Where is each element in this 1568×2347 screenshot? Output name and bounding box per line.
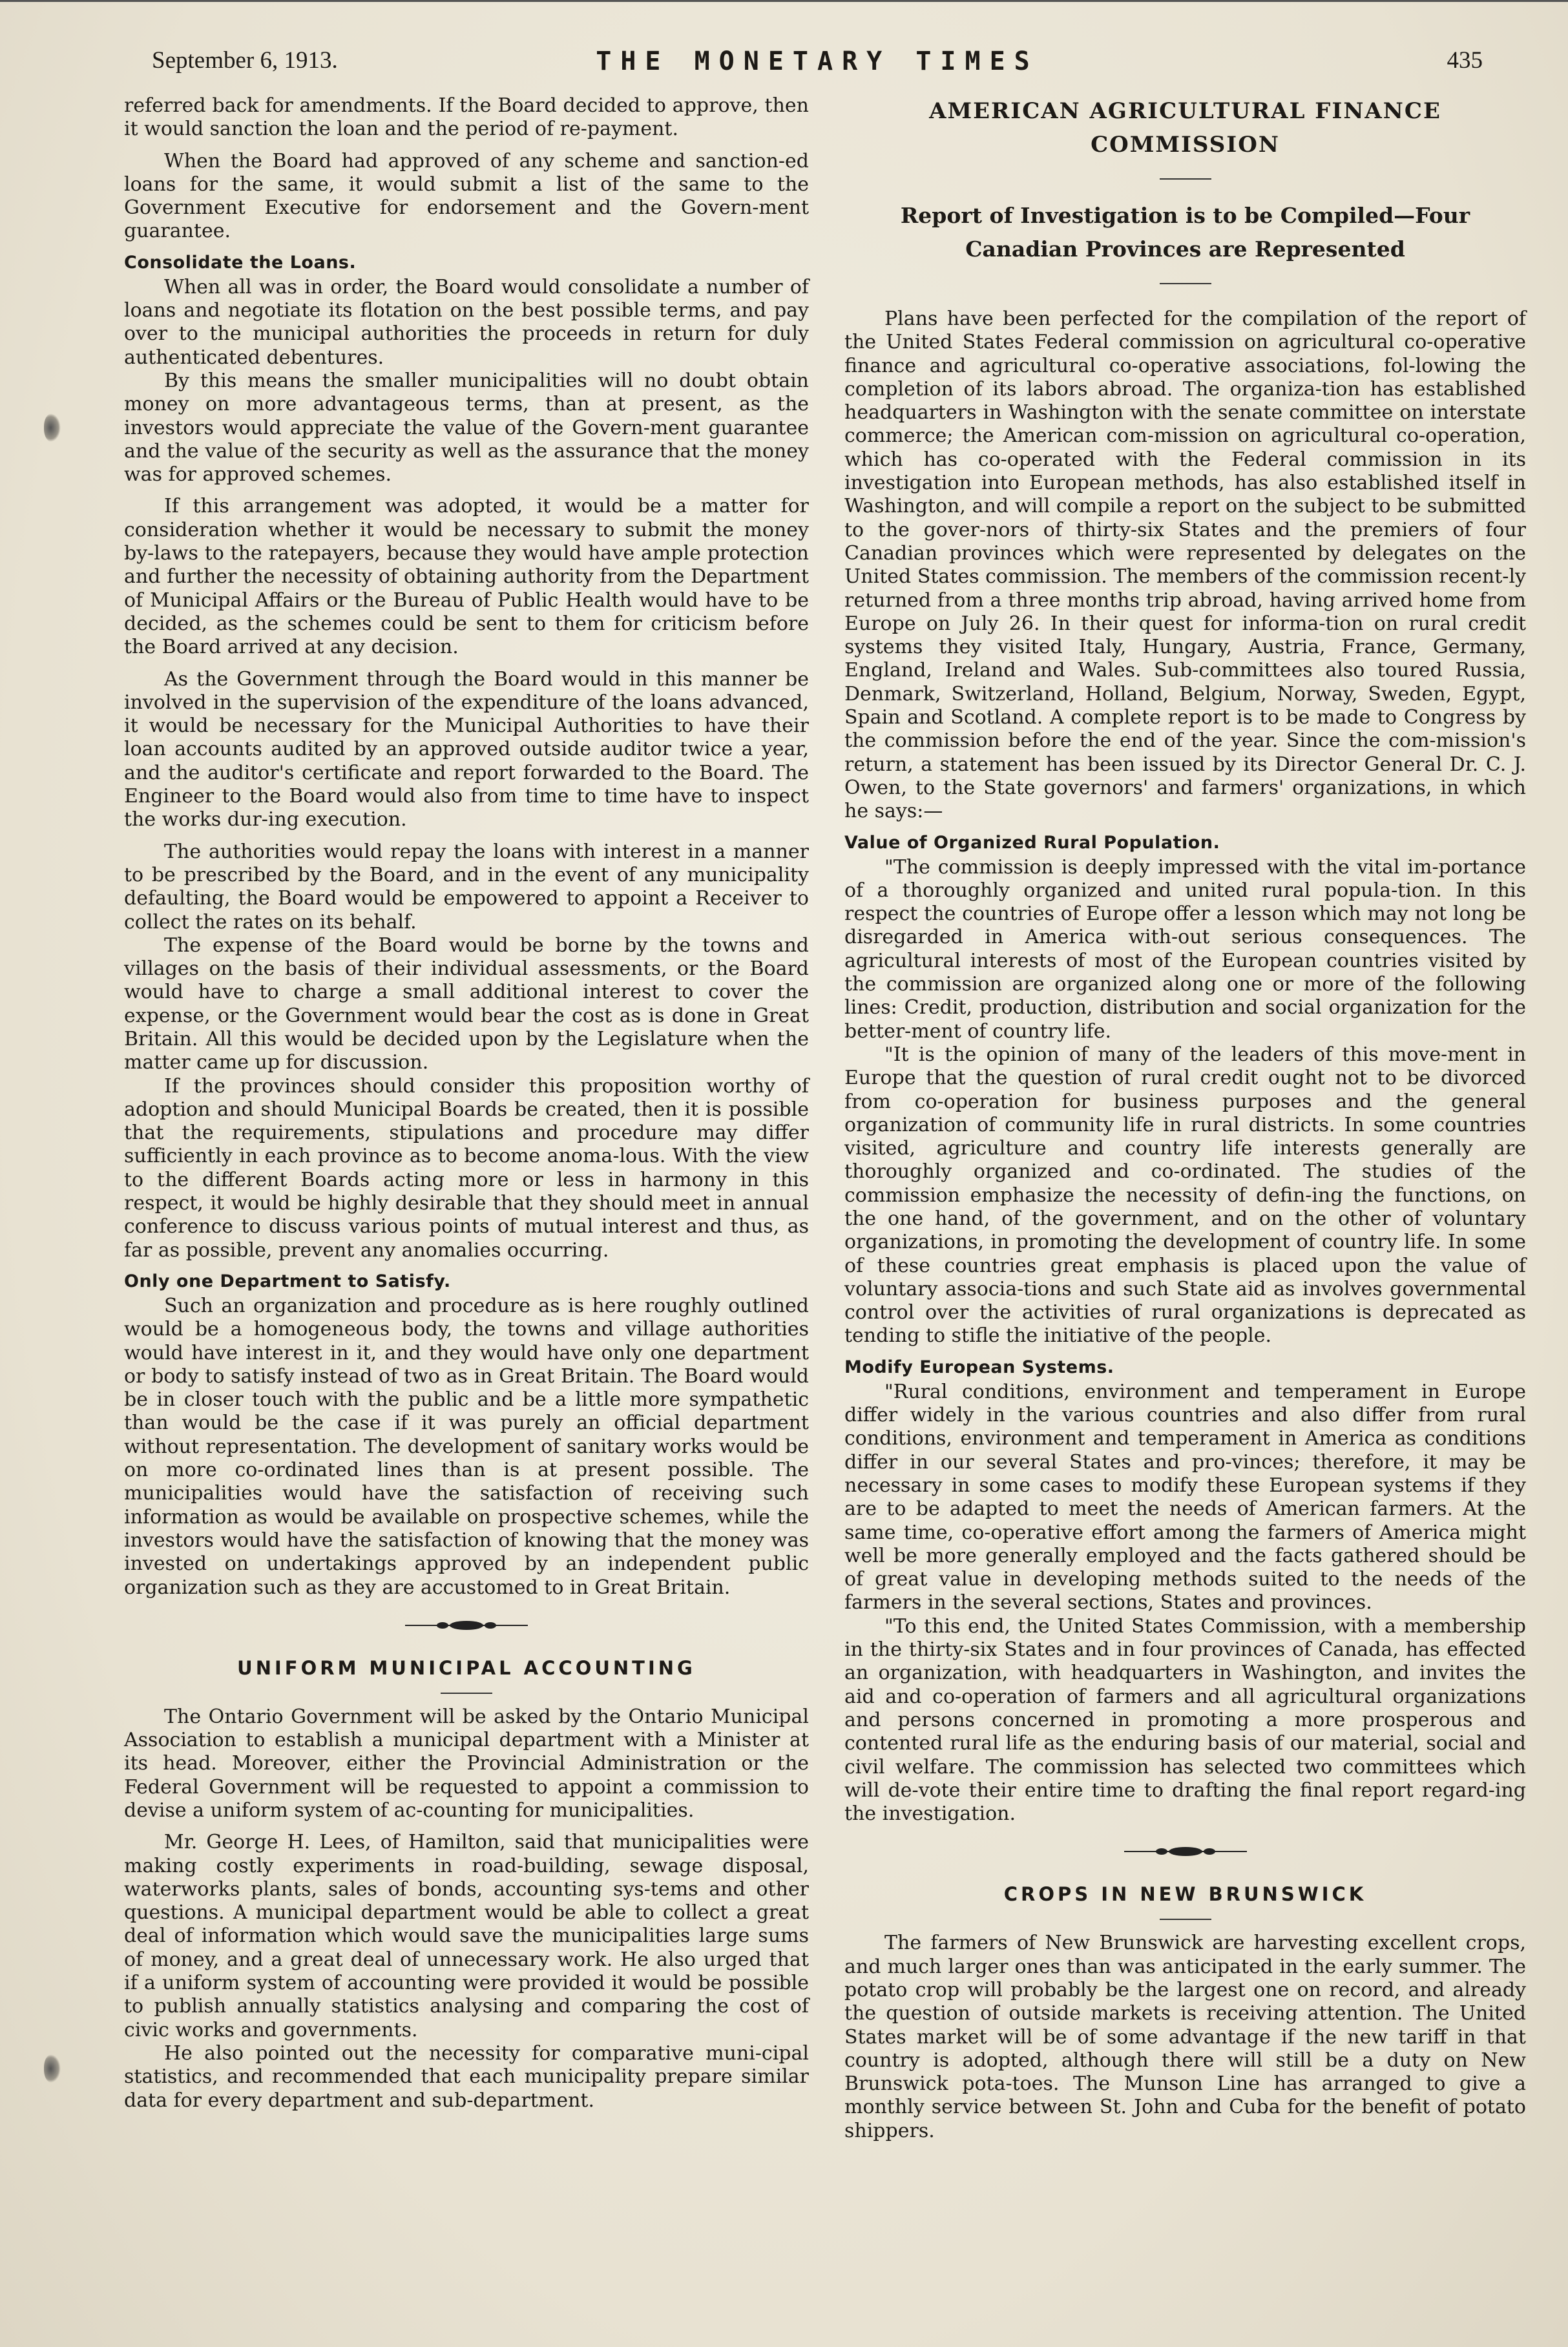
paragraph: The Ontario Government will be asked by the Ontario Municipal Association to establish a municipal department with a Minister at its head. Moreover, either the Provincial Administration or the Federal Government will be requested to appoint a commission to devise a uniform system of ac-counting for municipalities. <box>124 1705 809 1822</box>
section-heading: Consolidate the Loans. <box>124 252 357 273</box>
paragraph: The farmers of New Brunswick are harvesting excellent crops, and much larger ones than was anticipated in the early summer. The potato crop will probably be the largest one on record, and already the question of outside markets is receiving attention. The United States market will be of some advantage if the new tariff in that country is adopted, although there will still be a duty on New Brunswick pota-toes. The Munson Line has arranged to give a monthly service between St. John and Cuba for the benefit of potato shippers. <box>844 1932 1526 2142</box>
heading-rule <box>1160 178 1211 180</box>
paragraph: Mr. George H. Lees, of Hamilton, said that municipalities were making costly experiments in road-building, sewage disposal, waterworks plants, sales of bonds, accounting sys-tems and other questions. A municipal department would be able to collect a great deal of information which would save the municipalities large sums of money, and a great deal of unnecessary work. He also urged that if a uniform system of accounting were provided it would be possible to publish annually statistics analysing and comparing the cost of civic works and governments. <box>124 1831 809 2041</box>
paragraph: If the provinces should consider this proposition worthy of adoption and should Municipal Boards be created, then it is possible that the requirements, stipulations and procedure may differ sufficiently in each province as to become anoma-lous. With the view to the different Boards acting more or less in harmony in this respect, it would be highly desirable that they should meet in annual conference to discuss various points of mutual interest and thus, as far as possible, prevent any anomalies occurring. <box>124 1074 809 1262</box>
left-column <box>124 94 809 2112</box>
paragraph: By this means the smaller municipalities will no doubt obtain money on more advantageous terms, than at present, as the investors would appreciate the value of the Govern-ment guarantee and the value of the security as well as the assurance that the money was for approved schemes. <box>124 369 809 486</box>
section-heading: Only one Department to Satisfy. <box>124 1271 451 1291</box>
ornament-divider <box>1124 1845 1247 1858</box>
issue-date: September 6, 1913. <box>152 47 338 74</box>
paragraph: "The commission is deeply impressed with the vital im-portance of a thoroughly organized and united rural popula-tion. In this respect the countries of Europe offer a lesson which may not long be disregarded in America with-out serious consequences. The agricultural interests of most of the European countries visited by the commission are organized along one or more of the following lines: Credit, production, distribution and social organization for the better-ment of country life. <box>844 855 1526 1043</box>
right-column <box>844 94 1526 2143</box>
paragraph: When the Board had approved of any scheme and sanction-ed loans for the same, it would submit a list of the same to the Government Executive for endorsement and the Govern-ment guarantee. <box>124 149 809 243</box>
heading-rule <box>441 1693 492 1694</box>
page-header <box>152 47 1483 83</box>
paragraph: As the Government through the Board would in this manner be involved in the supervision of the expenditure of the loans advanced, it would be necessary for the Municipal Authorities to have their loan accounts audited by an approved outside auditor twice a year, and the auditor's certificate and report forwarded to the Board. The Engineer to the Board would also from time to time have to inspect the works dur-ing execution. <box>124 667 809 831</box>
heading-rule <box>1160 1919 1211 1920</box>
top-border-rule <box>0 0 1568 2</box>
paragraph: referred back for amendments. If the Board decided to approve, then it would sanction the loan and the period of re-payment. <box>124 94 809 141</box>
binding-hole-mark <box>44 2054 61 2083</box>
page-number: 435 <box>1447 47 1483 74</box>
article-subtitle: Report of Investigation is to be Compiled—Four Canadian Provinces are Represented <box>900 203 1470 262</box>
paragraph: Plans have been perfected for the compilation of the report of the United States Federal commission on agricultural co-operative finance and agricultural co-operative associations, fol-lowing the completion of its labors abroad. The organiza-tion has established headquarters in Washington with the senate committee on interstate commerce; the American com-mission on agricultural co-operation, which has co-operated with the Federal commission in its investigation into European methods, has also established itself in Washington, and will compile a report on the subject to be submitted to the gover-nors of thirty-six States and the premiers of four Canadian provinces which were represented by delegates on the United States commission. The members of the commission recent-ly returned from a three months trip abroad, having arrived home from Europe on July 26. In their quest for informa-tion on rural credit systems they visited Italy, Hungary, Austria, France, Germany, England, Ireland and Wales. Sub-committees also toured Russia, Denmark, Switzerland, Holland, Belgium, Norway, Sweden, Egypt, Spain and Scotland. A complete report is to be made to Congress by the commission before the end of the year. Since the com-mission's return, a statement has been issued by its Director General Dr. C. J. Owen, to the State governors' and farmers' organizations, in which he says:— <box>844 308 1526 823</box>
article-heading-uniform-accounting: UNIFORM MUNICIPAL ACCOUNTING <box>237 1656 696 1679</box>
section-heading: Modify European Systems. <box>844 1357 1114 1377</box>
article-heading-crops: CROPS IN NEW BRUNSWICK <box>1003 1883 1367 1906</box>
paragraph: "To this end, the United States Commission, with a membership in the thirty-six States and in four provinces of Canada, has effected an organization, with headquarters in Washington, and invites the aid and co-operation of farmers and all agricultural organizations and persons concerned in promoting a more prosperous and contented rural life as the enduring basis of our material, social and civil welfare. The commission has selected two committees which will de-vote their entire time to drafting the final report regard-ing the investigation. <box>844 1614 1526 1826</box>
paragraph: "Rural conditions, environment and temperament in Europe differ widely in the various countries and also differ from rural conditions, environment and temperament in America as conditions differ in our several States and pro-vinces; therefore, it may be necessary in some cases to modify these European systems if they are to be adapted to meet the needs of American farmers. At the same time, co-operative effort among the farmers of America might well be more generally employed and the facts gathered should be of great value in developing methods suited to the needs of the farmers in the several sections, States and provinces. <box>844 1380 1526 1614</box>
binding-hole-mark <box>44 413 61 442</box>
paragraph: Such an organization and procedure as is here roughly outlined would be a homogeneous body, the towns and village authorities would have interest in it, and they would have only one department or body to satisfy instead of two as in Great Britain. The Board would be in closer touch with the public and be a little more sympathetic than would be the case if it was purely an official department without representation. The development of sanitary works would be on more co-ordinated lines than is at present possible. The municipalities would have the satisfaction of receiving such information as would be available on prospective schemes, while the investors would have the satisfaction of knowing that the money was invested on undertakings approved by an independent public organization such as they are accustomed to in Great Britain. <box>124 1294 809 1599</box>
section-heading: Value of Organized Rural Population. <box>844 832 1220 853</box>
heading-rule <box>1160 283 1211 284</box>
paragraph: The authorities would repay the loans with interest in a manner to be prescribed by the Board, and in the event of any municipality defaulting, the Board would be empowered to appoint a Receiver to collect the rates on its behalf. <box>124 840 809 934</box>
paragraph: If this arrangement was adopted, it would be a matter for consideration whether it would be necessary to submit the money by-laws to the ratepayers, because they would have ample protection and further the necessity of obtaining authority from the Department of Municipal Affairs or the Bureau of Public Health would have to be decided, as the schemes could be sent to them for criticism before the Board arrived at any decision. <box>124 495 809 659</box>
paragraph: The expense of the Board would be borne by the towns and villages on the basis of their individual assessments, or the Board would have to charge a small additional interest to cover the expense, or the Government would bear the cost as is done in Great Britain. All this would be decided upon by the Legislature when the matter came up for discussion. <box>124 934 809 1074</box>
masthead: THE MONETARY TIMES <box>596 47 1039 76</box>
paragraph: He also pointed out the necessity for comparative muni-cipal statistics, and recommended that each municipality prepare similar data for every department and sub-department. <box>124 2041 809 2112</box>
paragraph: When all was in order, the Board would consolidate a number of loans and negotiate its flotation on the best possible terms, and pay over to the municipal authorities the proceeds in return for duly authenticated debentures. <box>124 275 809 369</box>
paragraph: "It is the opinion of many of the leaders of this move-ment in Europe that the question of rural credit ought not to be divorced from co-operation for business purposes and the general organization of community life in rural districts. In some countries visited, agriculture and country life interests generally are thoroughly organized and co-ordinated. The studies of the commission emphasize the necessity of defin-ing the functions, on the one hand, of the government, and on the other of voluntary organizations, in promoting the development of country life. In some of these countries great emphasis is placed upon the value of voluntary associa-tions and such State aid as involves governmental control over the activities of rural organizations is deprecated as tending to stifle the initiative of the people. <box>844 1043 1526 1348</box>
ornament-divider <box>405 1619 528 1632</box>
article-title: AMERICAN AGRICULTURAL FINANCE COMMISSION <box>929 98 1441 158</box>
